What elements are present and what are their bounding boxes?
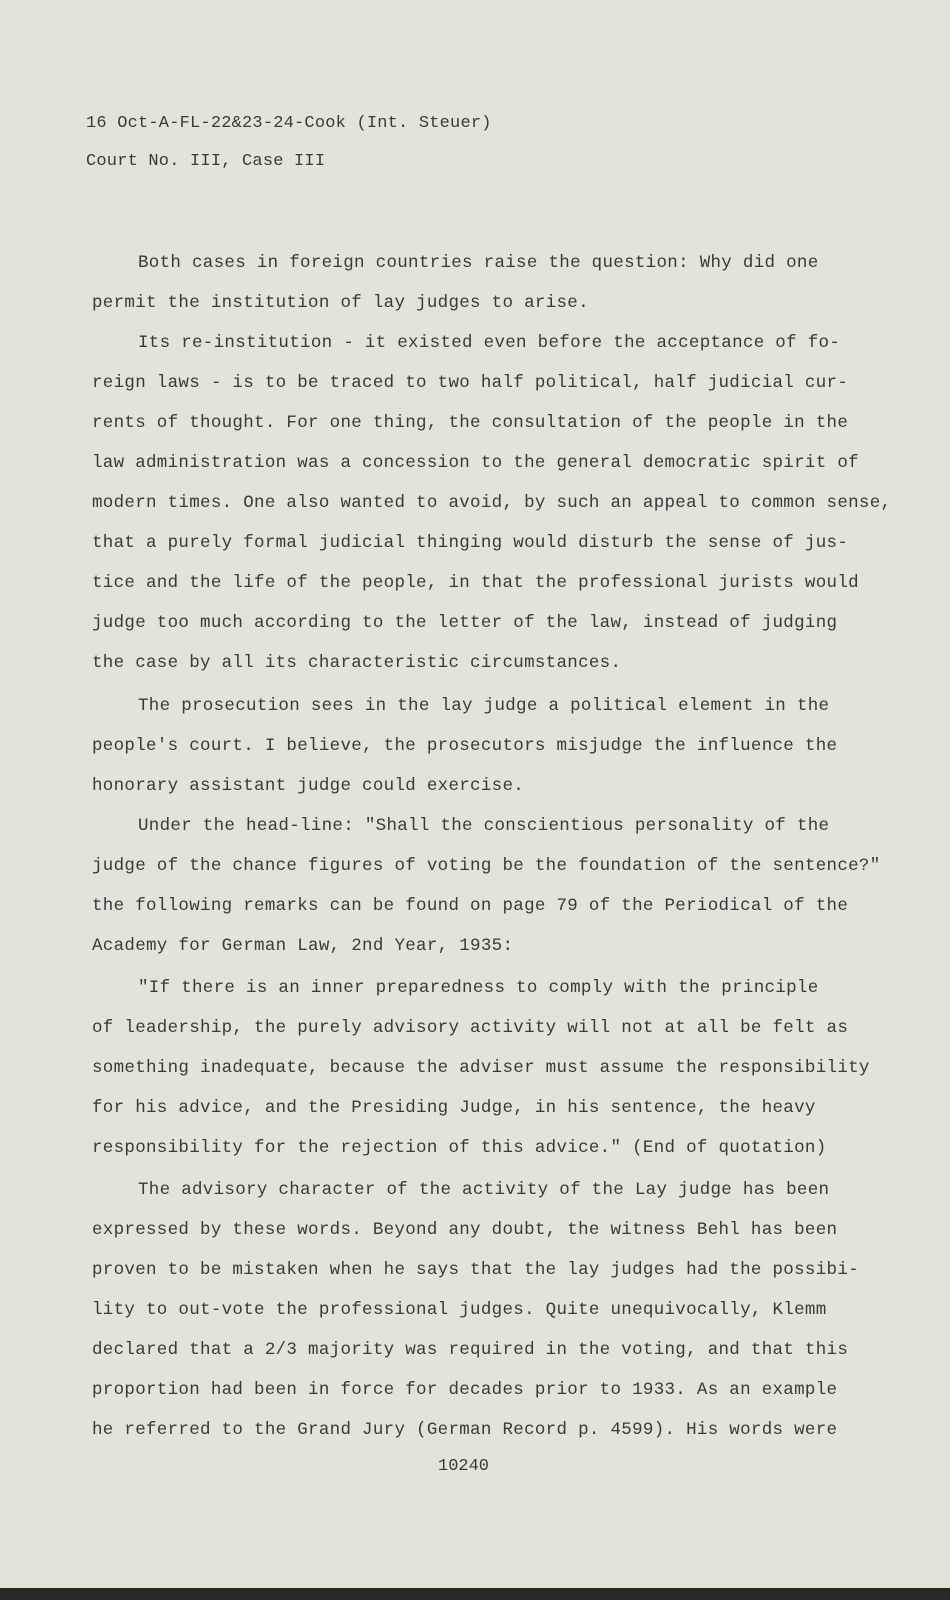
text-line: permit the institution of lay judges to arise. <box>92 293 589 313</box>
text-line: rents of thought. For one thing, the consultation of the people in the <box>92 413 849 433</box>
court-case-line: Court No. III, Case III <box>86 152 326 171</box>
text-line: honorary assistant judge could exercise. <box>92 776 525 796</box>
text-line: Both cases in foreign countries raise the question: Why did one <box>138 253 819 273</box>
text-line: law administration was a concession to the general democratic spirit of <box>92 453 859 473</box>
text-line: modern times. One also wanted to avoid, by such an appeal to common sense, <box>92 493 892 513</box>
text-line: he referred to the Grand Jury (German Record p. 4599). His words were <box>92 1420 838 1440</box>
text-line: expressed by these words. Beyond any doubt, the witness Behl has been <box>92 1220 838 1240</box>
text-line: for his advice, and the Presiding Judge, in his sentence, the heavy <box>92 1098 816 1118</box>
text-line: of leadership, the purely advisory activity will not at all be felt as <box>92 1018 849 1038</box>
text-line: judge of the chance figures of voting be the foundation of the sentence?" <box>92 856 881 876</box>
page-bottom-edge <box>0 1588 950 1600</box>
text-line: something inadequate, because the adviser must assume the responsibility <box>92 1058 870 1078</box>
text-line: proven to be mistaken when he says that the lay judges had the possibi- <box>92 1260 859 1280</box>
text-line: judge too much according to the letter of the law, instead of judging <box>92 613 838 633</box>
text-line: Under the head-line: "Shall the conscientious personality of the <box>138 816 830 836</box>
text-line: reign laws - is to be traced to two half political, half judicial cur- <box>92 373 849 393</box>
text-line: the case by all its characteristic circumstances. <box>92 653 622 673</box>
text-line: The advisory character of the activity of the Lay judge has been <box>138 1180 830 1200</box>
page-number: 10240 <box>438 1457 490 1476</box>
text-line: that a purely formal judicial thinging would disturb the sense of jus- <box>92 533 849 553</box>
text-line: The prosecution sees in the lay judge a political element in the <box>138 696 830 716</box>
text-line: declared that a 2/3 majority was required in the voting, and that this <box>92 1340 849 1360</box>
document-reference: 16 Oct-A-FL-22&23-24-Cook (Int. Steuer) <box>86 114 492 133</box>
text-line: Academy for German Law, 2nd Year, 1935: <box>92 936 514 956</box>
text-line: lity to out-vote the professional judges. Quite unequivocally, Klemm <box>92 1300 827 1320</box>
text-line: Its re-institution - it existed even before the acceptance of fo- <box>138 333 841 353</box>
text-line: "If there is an inner preparedness to comply with the principle <box>138 978 819 998</box>
text-line: proportion had been in force for decades prior to 1933. As an example <box>92 1380 838 1400</box>
text-line: the following remarks can be found on page 79 of the Periodical of the <box>92 896 849 916</box>
text-line: people's court. I believe, the prosecutors misjudge the influence the <box>92 736 838 756</box>
text-line: tice and the life of the people, in that the professional jurists would <box>92 573 859 593</box>
text-line: responsibility for the rejection of this advice." (End of quotation) <box>92 1138 827 1158</box>
